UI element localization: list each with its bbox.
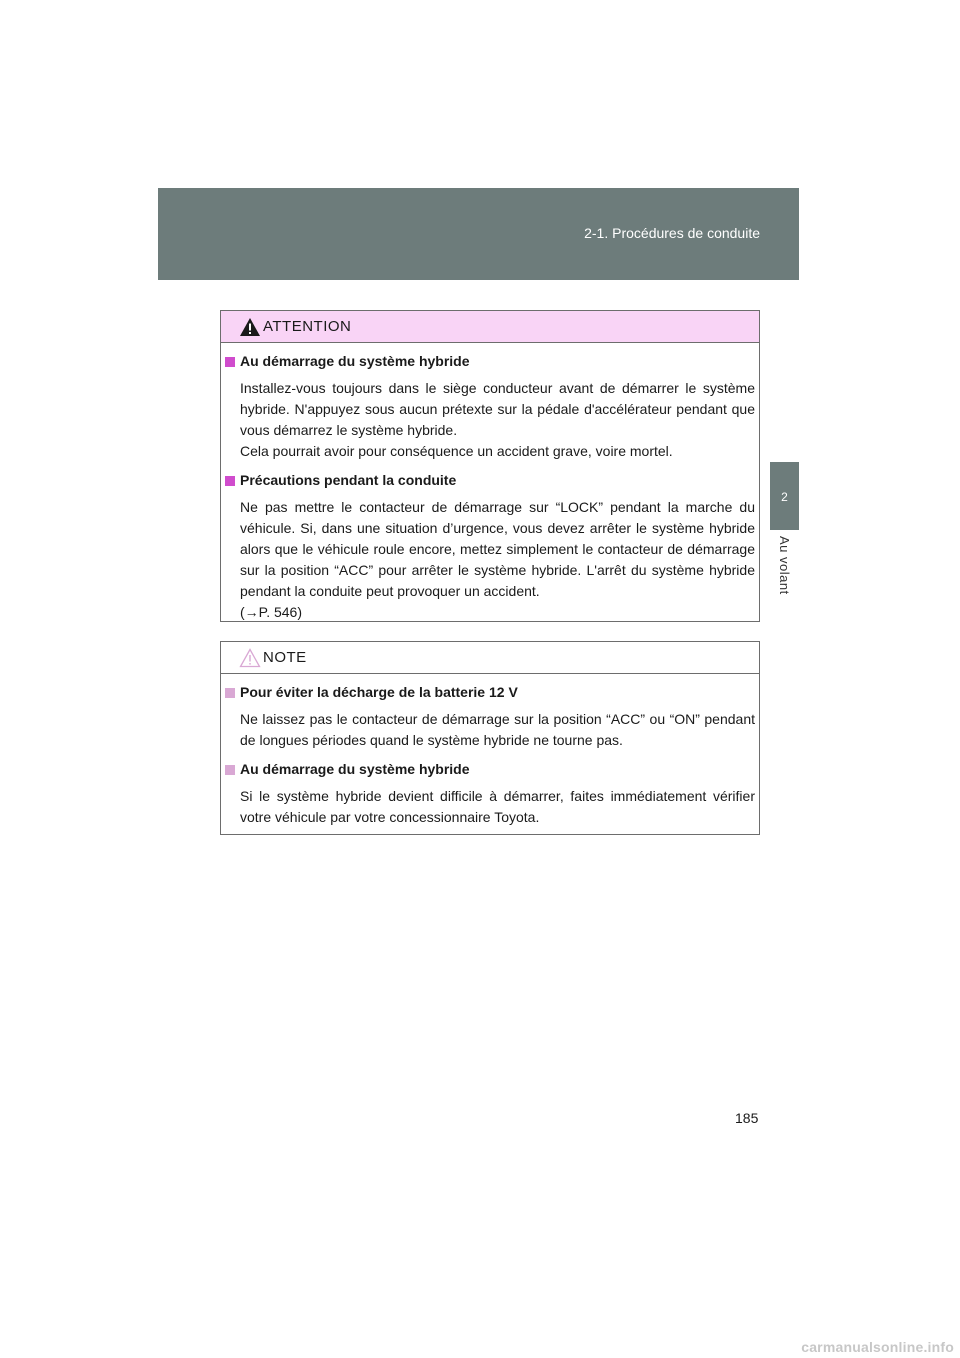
paragraph-line: Cela pourrait avoir pour conséquence un accident grave, voire mortel.: [240, 443, 673, 459]
attention-header: [221, 311, 759, 343]
section-heading-text: Pour éviter la décharge de la batterie 12 V: [240, 684, 518, 700]
header-band: [158, 188, 799, 280]
note-body: [221, 674, 759, 828]
attention-body: [221, 343, 759, 623]
section-heading: [225, 682, 755, 703]
chapter-number: 2: [781, 490, 788, 504]
note-section-battery: [225, 682, 755, 751]
attention-title: ATTENTION: [263, 318, 352, 335]
chapter-label: Au volant: [777, 536, 792, 595]
bullet-square-icon: [225, 357, 235, 367]
section-heading-text: Précautions pendant la conduite: [240, 472, 457, 488]
note-section-start: [225, 759, 755, 828]
section-heading: [225, 470, 755, 491]
page-reference: (→P. 546): [240, 604, 302, 620]
attention-section-driving: [225, 470, 755, 623]
section-paragraph: [240, 497, 755, 623]
attention-box: [220, 310, 760, 622]
warning-triangle-icon: [239, 317, 261, 337]
paragraph-line: Ne laissez pas le contacteur de démarrage sur la position “ACC” ou “ON” pendant de longues périodes quand le système hybride ne tourne pas.: [240, 711, 755, 748]
note-title: NOTE: [263, 649, 307, 666]
caution-triangle-outline-icon: [239, 648, 261, 668]
section-heading: [225, 351, 755, 372]
section-heading-text: Au démarrage du système hybride: [240, 761, 470, 777]
section-heading-text: Au démarrage du système hybride: [240, 353, 470, 369]
section-title: 2-1. Procédures de conduite: [584, 225, 760, 241]
bullet-square-icon: [225, 476, 235, 486]
page-number: 185: [735, 1110, 759, 1126]
chapter-tab: [770, 462, 799, 530]
section-heading: [225, 759, 755, 780]
paragraph-line: Installez-vous toujours dans le siège conducteur avant de démarrer le système hybride. N'appuyez sous aucun prétexte sur la pédale d'accélérateur pendant que vous démarrez le système hybride.: [240, 380, 755, 438]
bullet-square-icon: [225, 765, 235, 775]
note-box: [220, 641, 760, 835]
note-header: [221, 642, 759, 674]
attention-section-start: [225, 351, 755, 462]
section-paragraph: [240, 378, 755, 462]
paragraph-line: Si le système hybride devient difficile à démarrer, faites immédiatement vérifier votre véhicule par votre concessionnaire Toyota.: [240, 788, 755, 825]
section-paragraph: [240, 786, 755, 828]
watermark: carmanualsonline.info: [801, 1339, 954, 1355]
section-paragraph: [240, 709, 755, 751]
paragraph-line: Ne pas mettre le contacteur de démarrage sur “LOCK” pendant la marche du véhicule. Si, dans une situation d’urgence, vous devez arrêter le système hybride alors que le véhicule roule encore, mettez simplement le contacteur de démarrage sur la position “ACC” pour arrêter le système hybride. L'arrêt du système hybride pendant la conduite peut provoquer un accident.: [240, 499, 755, 599]
bullet-square-icon: [225, 688, 235, 698]
